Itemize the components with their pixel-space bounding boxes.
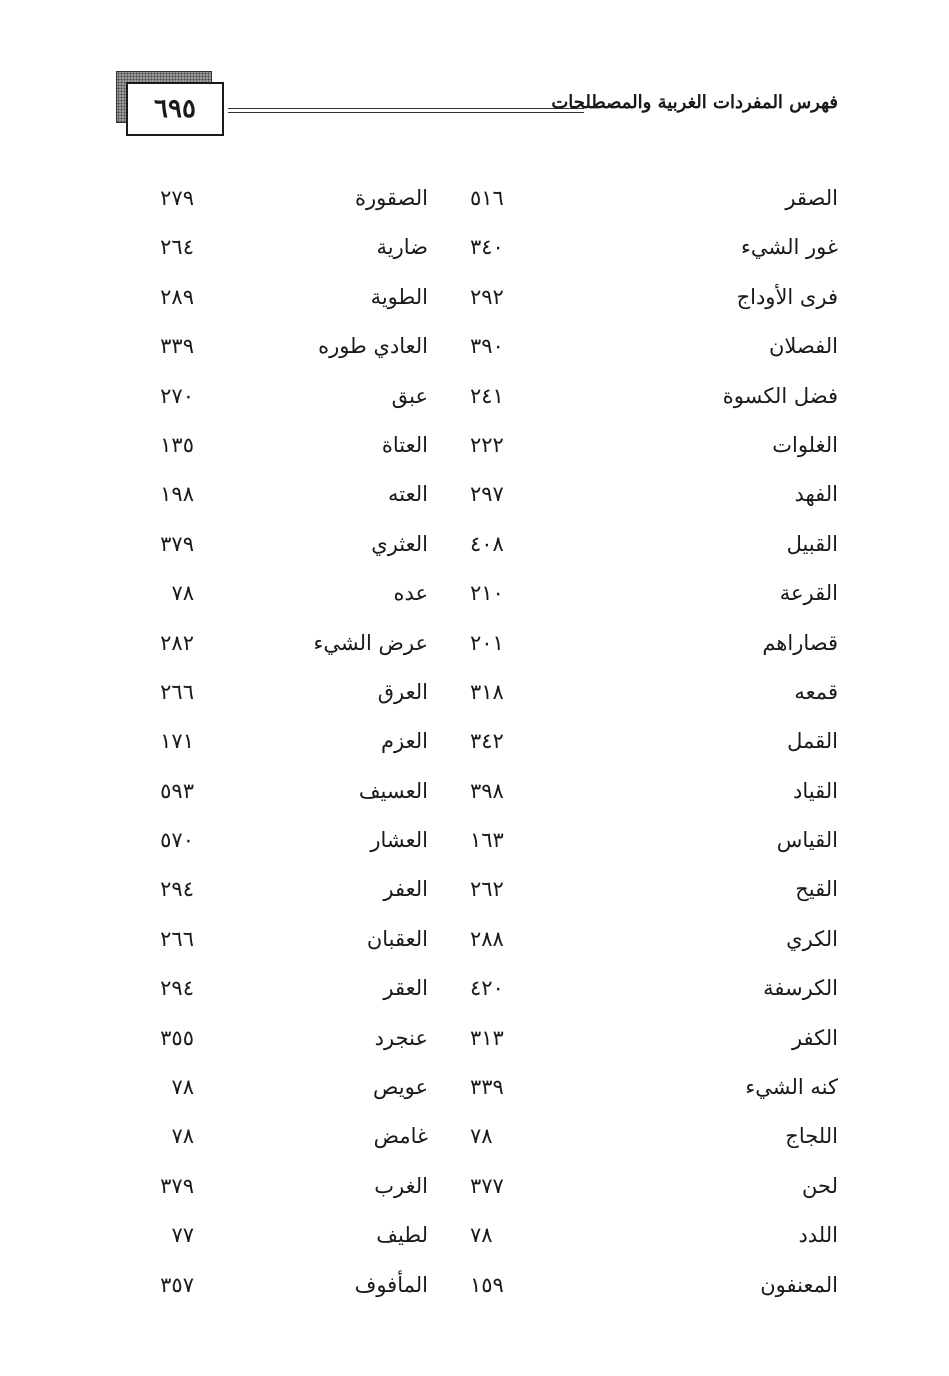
- index-term: القمل: [787, 729, 838, 754]
- index-page-number: ٢٢٢: [470, 432, 504, 457]
- running-title: فهرس المفردات الغربية والمصطلحات: [551, 92, 838, 113]
- index-page-number: ٧٨: [171, 581, 194, 606]
- header-rule: [228, 108, 584, 109]
- index-page-number: ٣٩٠: [470, 334, 504, 359]
- index-term: العته: [388, 482, 428, 507]
- index-term: الفصلان: [768, 334, 838, 359]
- index-term: قصاراهم: [762, 630, 838, 655]
- index-page-number: ٣١٨: [470, 679, 504, 704]
- index-term: المأفوف: [354, 1272, 428, 1297]
- index-row: [0, 1013, 949, 1062]
- index-term: العشار: [370, 828, 428, 853]
- index-term: العتاة: [381, 432, 428, 457]
- index-term: الكفر: [791, 1025, 838, 1050]
- index-term: العرق: [377, 679, 428, 704]
- index-term: غامض: [373, 1124, 428, 1149]
- index-page-number: ٣٥٥: [160, 1025, 194, 1050]
- index-term: القبيل: [786, 531, 838, 556]
- index-term: الغلوات: [772, 432, 838, 457]
- index-term: العزم: [381, 729, 428, 754]
- index-term: لطيف: [376, 1223, 428, 1248]
- index-page-number: ١٦٣: [470, 828, 504, 853]
- index-row: [0, 272, 949, 321]
- index-term: ضارية: [376, 235, 428, 260]
- index-page-number: ٢٧٠: [160, 383, 194, 408]
- index-page-number: ٣٥٧: [160, 1272, 194, 1297]
- index-row: [0, 420, 949, 469]
- index-row: [0, 469, 949, 518]
- index-term: الصقورة: [354, 186, 428, 210]
- index-row: [0, 766, 949, 815]
- index-page-number: ٣٧٩: [160, 531, 194, 556]
- index-page-number: ٢٩٢: [470, 284, 504, 309]
- index-row: [0, 568, 949, 617]
- index-page-number: ٢٩٤: [160, 877, 194, 902]
- index-row: [0, 815, 949, 864]
- index-row: [0, 222, 949, 271]
- index-page-number: ٢٩٧: [470, 482, 504, 507]
- index-page-number: ٧٨: [470, 1124, 493, 1149]
- index-term: فضل الكسوة: [722, 383, 838, 408]
- index-row: [0, 914, 949, 963]
- index-term: العقر: [383, 976, 428, 1001]
- index-page-number: ٤٠٨: [470, 531, 504, 556]
- index-term: العسيف: [358, 778, 428, 803]
- index-page-number: ٢٦٦: [160, 926, 194, 951]
- index-page-number: ٣٩٨: [470, 778, 504, 803]
- page-number-badge: [116, 71, 224, 135]
- page-number: ٦٩٥: [126, 82, 224, 136]
- index-page-number: ١٥٩: [470, 1272, 504, 1297]
- index-term: الكري: [786, 926, 838, 951]
- index-row: [0, 716, 949, 765]
- index-page-number: ٣٧٧: [470, 1173, 504, 1198]
- index-term: لحن: [802, 1173, 838, 1198]
- index-term: عنجرد: [374, 1025, 428, 1050]
- index-page-number: ١٧١: [160, 729, 194, 754]
- index-row: [0, 618, 949, 667]
- index-row: [0, 667, 949, 716]
- index-row: [0, 1111, 949, 1160]
- index-page-number: ٢٦٢: [470, 877, 504, 902]
- index-term: العفر: [383, 877, 428, 902]
- index-page-number: ٣١٣: [470, 1025, 504, 1050]
- index-term: عويص: [373, 1075, 428, 1100]
- index-page-number: ٣٣٩: [470, 1075, 504, 1100]
- index-page-number: ٢٠١: [470, 630, 504, 655]
- index-page-number: ٤٢٠: [470, 976, 504, 1001]
- index-term: عرض الشيء: [313, 630, 428, 655]
- index-term: كنه الشيء: [745, 1075, 838, 1100]
- index-term: القياس: [776, 828, 838, 853]
- index-term: العادي طوره: [318, 334, 428, 359]
- index-term: عبق: [391, 383, 428, 408]
- index-term: فرى الأوداج: [736, 284, 838, 309]
- index-page-number: ٢٨٨: [470, 926, 504, 951]
- index-term: قمعه: [794, 679, 838, 704]
- index-table: [0, 173, 949, 1309]
- index-page-number: ١٣٥: [160, 432, 194, 457]
- index-page-number: ٢٨٢: [160, 630, 194, 655]
- index-page-number: ٣٧٩: [160, 1173, 194, 1198]
- index-page-number: ٣٤٢: [470, 729, 504, 754]
- index-term: القيح: [795, 877, 838, 902]
- index-page-number: ٧٨: [171, 1124, 194, 1149]
- index-term: المعنفون: [760, 1272, 838, 1297]
- index-row: [0, 371, 949, 420]
- index-term: الصقر: [785, 186, 838, 210]
- index-page-number: ٢٩٤: [160, 976, 194, 1001]
- index-term: القياد: [793, 778, 838, 803]
- index-page-number: ٢٨٩: [160, 284, 194, 309]
- index-row: [0, 173, 949, 222]
- index-row: [0, 1260, 949, 1309]
- index-row: [0, 321, 949, 370]
- index-term: الغرب: [374, 1173, 428, 1198]
- index-term: القرعة: [779, 581, 838, 606]
- index-page-number: ٢٦٤: [160, 235, 194, 260]
- index-row: [0, 864, 949, 913]
- index-term: اللجاج: [785, 1124, 838, 1149]
- index-row: [0, 519, 949, 568]
- index-page-number: ٣٤٠: [470, 235, 504, 260]
- index-page-number: ٥١٦: [470, 186, 504, 210]
- index-term: الكرسفة: [763, 976, 838, 1001]
- index-page-number: ١٩٨: [160, 482, 194, 507]
- header-rule: [228, 112, 584, 113]
- index-term: الفهد: [794, 482, 838, 507]
- index-page-number: ٥٩٣: [160, 778, 194, 803]
- index-row: [0, 1161, 949, 1210]
- index-page-number: ٧٨: [470, 1223, 493, 1248]
- index-term: العثري: [371, 531, 428, 556]
- index-page-number: ٢٧٩: [160, 186, 194, 210]
- index-row: [0, 963, 949, 1012]
- index-page-number: ٢١٠: [470, 581, 504, 606]
- index-page-number: ٢٤١: [470, 383, 504, 408]
- index-page-number: ٥٧٠: [160, 828, 194, 853]
- index-term: غور الشيء: [741, 235, 838, 260]
- index-term: اللدد: [798, 1223, 838, 1248]
- index-row: [0, 1062, 949, 1111]
- index-page-number: ٣٣٩: [160, 334, 194, 359]
- index-row: [0, 1210, 949, 1259]
- index-page-number: ٧٨: [171, 1075, 194, 1100]
- index-page-number: ٢٦٦: [160, 679, 194, 704]
- index-term: العقبان: [366, 926, 428, 951]
- index-term: عده: [393, 581, 428, 606]
- index-term: الطوية: [370, 284, 428, 309]
- index-page-number: ٧٧: [171, 1223, 194, 1248]
